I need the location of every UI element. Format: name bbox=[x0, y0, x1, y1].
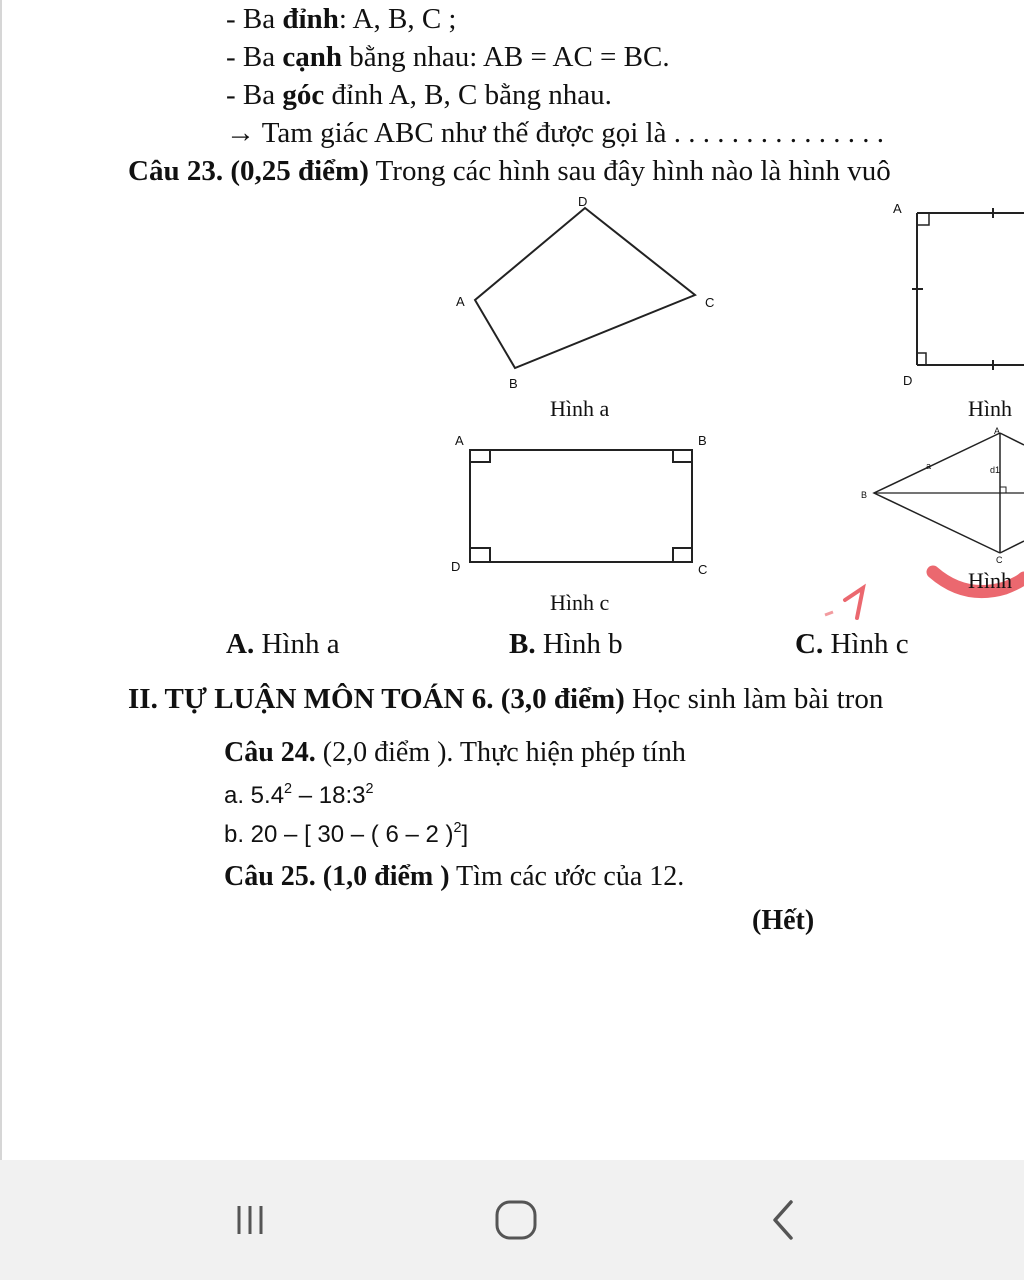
figure-d-label-c: C bbox=[996, 555, 1003, 565]
figure-c-label-c: C bbox=[698, 562, 708, 577]
question-25: Câu 25. (1,0 điểm ) Tìm các ước của 12. bbox=[224, 861, 685, 892]
figure-a-label-d: D bbox=[578, 194, 588, 209]
figure-b bbox=[900, 205, 1024, 380]
line-triangle-name: → Tam giác ABC như thế được gọi là . . . . . . . . . . . . . . . bbox=[226, 117, 884, 149]
figure-d-label-b: B bbox=[861, 490, 868, 500]
figure-a-caption: Hình a bbox=[550, 396, 610, 421]
back-button[interactable] bbox=[744, 1180, 824, 1260]
question-23: Câu 23. (0,25 điểm) Trong các hình sau đây hình nào là hình vuô bbox=[128, 155, 891, 187]
line-vertices: - Ba đỉnh: A, B, C ; bbox=[226, 3, 457, 35]
home-icon bbox=[492, 1196, 540, 1244]
figure-b-label-d: D bbox=[903, 373, 913, 388]
back-icon bbox=[764, 1198, 804, 1242]
figure-b-label-a: A bbox=[893, 201, 902, 216]
option-a[interactable]: A. Hình a bbox=[226, 628, 340, 660]
figure-d-label-side: a bbox=[926, 461, 932, 471]
option-c[interactable]: C. Hình c bbox=[795, 628, 909, 660]
question-24a: a. $5.4^2$ – $18:3^2$ bbox=[224, 780, 374, 809]
figure-d-caption: Hình bbox=[968, 568, 1012, 593]
section-2-heading: II. TỰ LUẬN MÔN TOÁN 6. (3,0 điểm) Học sinh làm bài tron bbox=[128, 683, 884, 715]
home-button[interactable] bbox=[476, 1180, 556, 1260]
page-edge bbox=[0, 0, 2, 1160]
figure-c-label-d: D bbox=[451, 559, 461, 574]
line-sides: - Ba cạnh bằng nhau: AB = AC = BC. bbox=[226, 41, 670, 73]
figure-c-label-b: B bbox=[698, 433, 707, 448]
figure-b-caption: Hình bbox=[968, 396, 1012, 421]
line-angles: - Ba góc đỉnh A, B, C bằng nhau. bbox=[226, 79, 612, 111]
figure-a-label-c: C bbox=[705, 295, 715, 310]
option-b[interactable]: B. Hình b bbox=[509, 628, 623, 660]
figure-a-label-b: B bbox=[509, 376, 518, 391]
figure-d-label-d1: d1 bbox=[990, 465, 1001, 475]
figure-d-label-a: A bbox=[994, 426, 1001, 436]
recent-apps-button[interactable] bbox=[210, 1180, 290, 1260]
recent-apps-icon bbox=[230, 1200, 270, 1240]
question-24b: b. 20 – [ 30 – ( 6 – 2 )$^2$] bbox=[224, 819, 469, 848]
figure-d bbox=[860, 425, 1024, 560]
figure-a-label-a: A bbox=[456, 294, 465, 309]
figure-c bbox=[460, 440, 710, 580]
figure-c-label-a: A bbox=[455, 433, 464, 448]
end-mark: (Hết) bbox=[752, 905, 815, 936]
figure-c-caption: Hình c bbox=[550, 590, 610, 615]
figure-a bbox=[440, 190, 740, 400]
question-24: Câu 24. (2,0 điểm ). Thực hiện phép tính bbox=[224, 737, 686, 768]
